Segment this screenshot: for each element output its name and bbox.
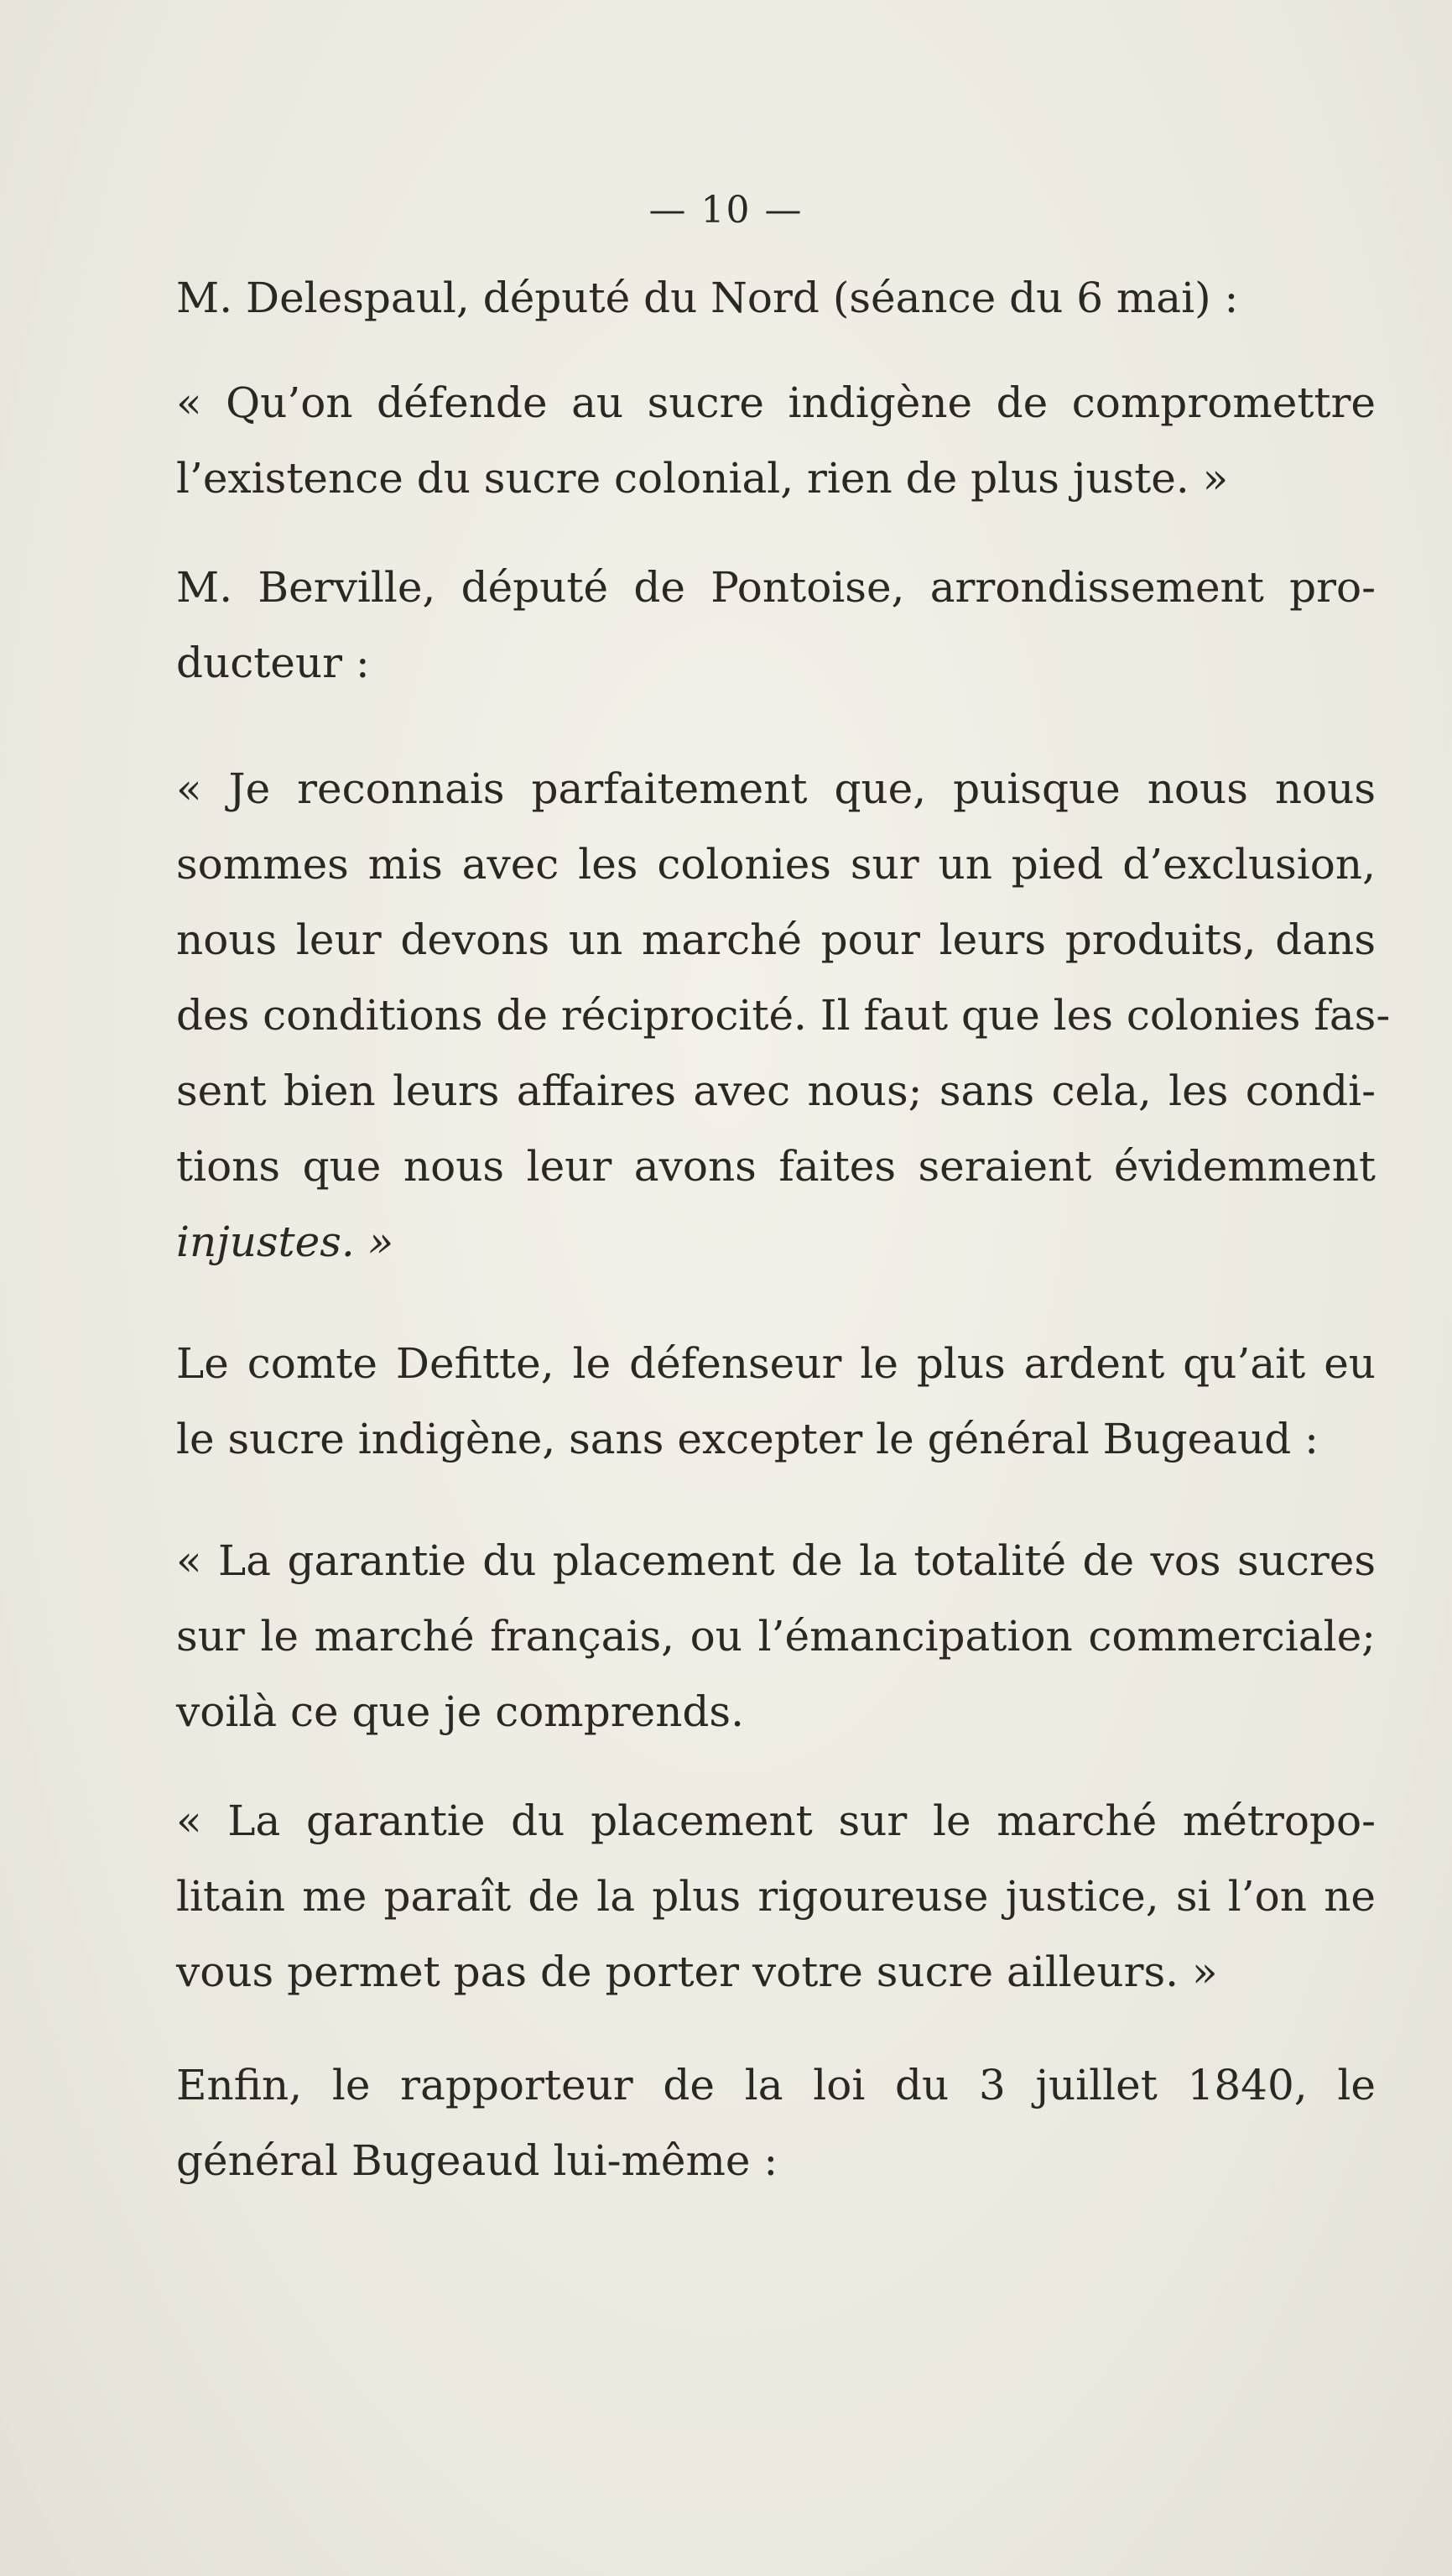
- text-line: Enfin, le rapporteur de la loi du 3 juillet 1840, le: [176, 2061, 1376, 2109]
- quote-defitte-1: [176, 1523, 1376, 1749]
- quote-defitte-2: [176, 1783, 1376, 2010]
- text-line: injustes. »: [176, 1218, 394, 1266]
- text-line: sent bien leurs affaires avec nous; sans cela, les condi-: [176, 1066, 1376, 1115]
- quote-berville: [176, 751, 1391, 1280]
- speaker-intro-bugeaud: [176, 2047, 1376, 2198]
- text-line: sur le marché français, ou l’émancipation commerciale;: [176, 1612, 1376, 1661]
- text-line: M. Berville, député de Pontoise, arrondissement pro-: [176, 563, 1376, 612]
- text-line: tions que nous leur avons faites seraient évidemment: [176, 1142, 1376, 1191]
- text-line: « Qu’on défende au sucre indigène de compromettre: [176, 378, 1376, 427]
- text-line: nous leur devons un marché pour leurs produits, dans: [176, 915, 1376, 964]
- quote-delespaul: [176, 365, 1376, 516]
- speaker-intro-defitte: [176, 1326, 1376, 1477]
- speaker-intro-delespaul: [176, 260, 1376, 336]
- text-line: Le comte Defitte, le défenseur le plus ardent qu’ait eu: [176, 1339, 1376, 1388]
- text-line: « La garantie du placement de la totalité de vos sucres: [176, 1536, 1376, 1585]
- text-line: « Je reconnais parfaitement que, puisque nous nous: [176, 764, 1376, 813]
- text-line: le sucre indigène, sans excepter le général Bugeaud :: [176, 1415, 1319, 1463]
- text-line: l’existence du sucre colonial, rien de plus juste. »: [176, 454, 1229, 503]
- text-line: vous permet pas de porter votre sucre ailleurs. »: [176, 1948, 1218, 1996]
- text-line: sommes mis avec les colonies sur un pied d’exclusion,: [176, 840, 1376, 889]
- text-line: litain me paraît de la plus rigoureuse justice, si l’on ne: [176, 1872, 1376, 1921]
- speaker-intro-berville: [176, 550, 1376, 701]
- text-line: ducteur :: [176, 639, 370, 687]
- text-line: M. Delespaul, député du Nord (séance du 6 mai) :: [176, 274, 1239, 322]
- text-line: voilà ce que je comprends.: [176, 1687, 744, 1736]
- text-line: « La garantie du placement sur le marché métropo-: [176, 1796, 1376, 1845]
- text-line: des conditions de réciprocité. Il faut que les colonies fas-: [176, 991, 1391, 1040]
- text-line: général Bugeaud lui-même :: [176, 2136, 778, 2185]
- page-number: — 10 —: [648, 189, 804, 232]
